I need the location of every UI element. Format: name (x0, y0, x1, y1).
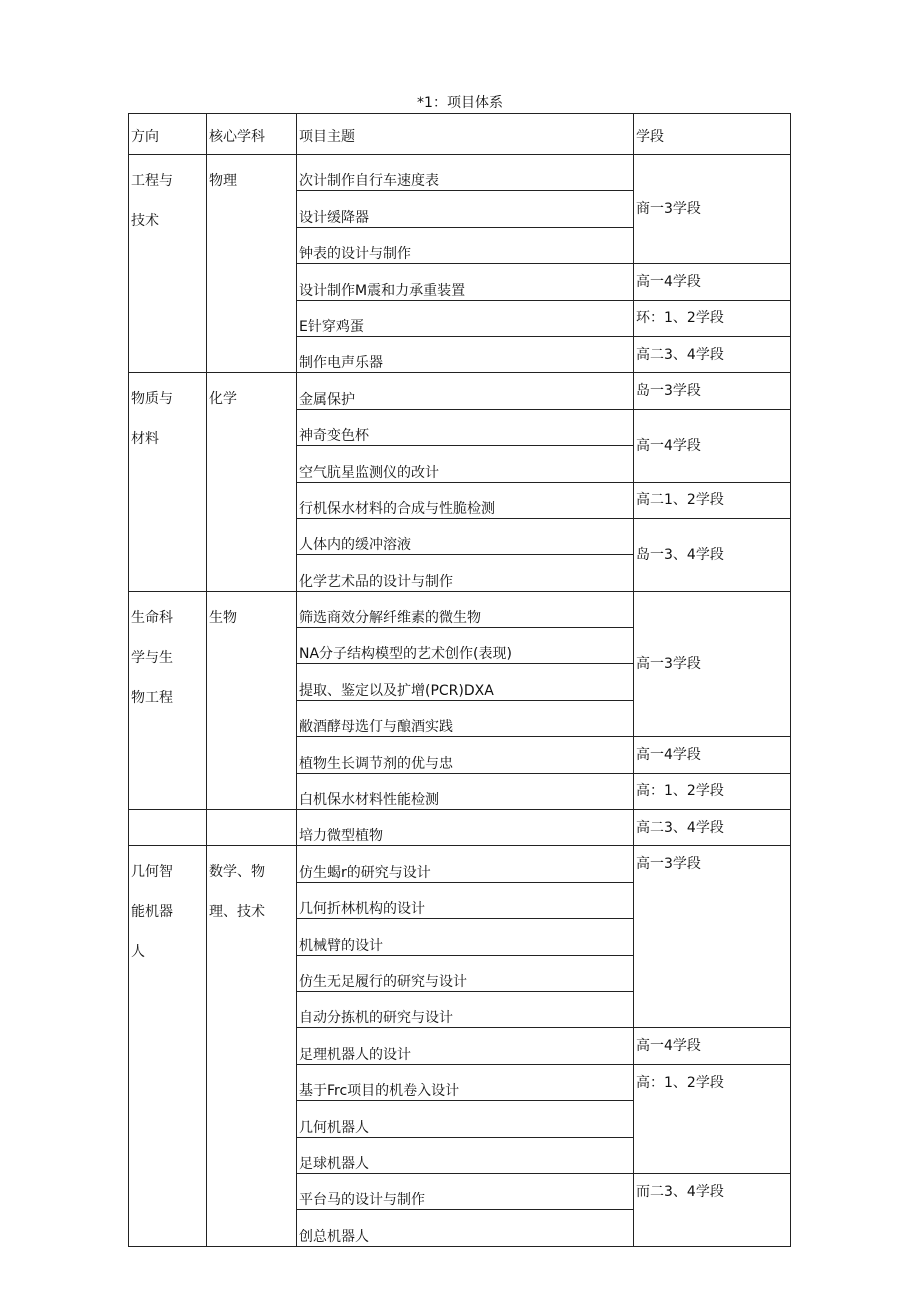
table-row (129, 155, 791, 191)
header-direction: 方向 (129, 114, 207, 155)
header-subject: 核心学科 (207, 114, 297, 155)
project-item: 行机保水材料的合成与性脆检测 (297, 482, 634, 518)
project-item: 设计制作M震和力承重装置 (297, 264, 634, 300)
stage-cell: 商一3学段 (634, 155, 791, 264)
project-item: 植物生长调节剂的优与忠 (297, 737, 634, 773)
project-item: 筛选商效分解纤维素的微生物 (297, 591, 634, 627)
stage-cell: 而二3、4学段 (634, 1173, 791, 1246)
direction-cell: 物质与 材料 (129, 373, 207, 591)
project-item: 足球机器人 (297, 1137, 634, 1173)
project-item: NA分子结构模型的艺术创作(表现) (297, 628, 634, 664)
header-theme: 项目主题 (297, 114, 634, 155)
project-item: 提取、鉴定以及扩增(PCR)DXA (297, 664, 634, 700)
project-item: 足理机器人的设计 (297, 1028, 634, 1064)
direction-cell: 几何智 能机器 人 (129, 846, 207, 1246)
stage-cell: 岛一3学段 (634, 373, 791, 409)
project-system-table (128, 113, 791, 1247)
stage-cell: 高二3、4学段 (634, 336, 791, 372)
stage-cell: 高一4学段 (634, 264, 791, 300)
project-item: 白机保水材料性能检测 (297, 773, 634, 809)
empty-cell (207, 810, 297, 846)
project-item: 制作电声乐器 (297, 336, 634, 372)
table-row (129, 810, 791, 846)
header-row (129, 114, 791, 155)
stage-cell: 高一4学段 (634, 737, 791, 773)
table-row (129, 846, 791, 882)
project-item: 机械臂的设计 (297, 919, 634, 955)
project-item: 培力微型植物 (297, 810, 634, 846)
project-item: 次计制作自行车速度表 (297, 155, 634, 191)
direction-cell: 生命科 学与生 物工程 (129, 591, 207, 809)
project-item: 人体内的缓冲溶液 (297, 518, 634, 554)
project-item: 敝酒酵母选仃与酿酒实践 (297, 700, 634, 736)
stage-cell: 高：1、2学段 (634, 1064, 791, 1173)
project-item: 神奇变色杯 (297, 409, 634, 445)
project-item: 几何机器人 (297, 1101, 634, 1137)
project-item: 仿生无足履行的研究与设计 (297, 955, 634, 991)
project-item: 设计缓降器 (297, 191, 634, 227)
project-item: 仿生蝎r的研究与设计 (297, 846, 634, 882)
project-item: 几何折林机构的设计 (297, 882, 634, 918)
stage-cell: 高一3学段 (634, 846, 791, 1028)
project-item: 钟表的设计与制作 (297, 227, 634, 263)
stage-cell: 岛一3、4学段 (634, 518, 791, 591)
project-item: 基于Frc项目的机卷入设计 (297, 1064, 634, 1100)
project-item: 自动分拣机的研究与设计 (297, 991, 634, 1027)
project-item: 化学艺术品的设计与制作 (297, 555, 634, 591)
project-item: 空气肮星监测仪的改计 (297, 446, 634, 482)
subject-cell: 化学 (207, 373, 297, 591)
header-stage: 学段 (634, 114, 791, 155)
direction-cell: 工程与 技术 (129, 155, 207, 373)
subject-cell: 物理 (207, 155, 297, 373)
empty-cell (129, 810, 207, 846)
table-caption: *1：项目体系 (417, 95, 503, 111)
stage-cell: 高一4学段 (634, 1028, 791, 1064)
stage-cell: 高：1、2学段 (634, 773, 791, 809)
project-item: 创总机器人 (297, 1210, 634, 1246)
project-item: 金属保护 (297, 373, 634, 409)
stage-cell: 高二3、4学段 (634, 810, 791, 846)
subject-cell: 生物 (207, 591, 297, 809)
stage-cell: 高二1、2学段 (634, 482, 791, 518)
table-row (129, 373, 791, 409)
subject-cell: 数学、物 理、技术 (207, 846, 297, 1246)
project-item: 平台马的设计与制作 (297, 1173, 634, 1209)
stage-cell: 高一4学段 (634, 409, 791, 482)
stage-cell: 环：1、2学段 (634, 300, 791, 336)
stage-cell: 高一3学段 (634, 591, 791, 737)
table-row (129, 591, 791, 627)
project-item: E针穿鸡蛋 (297, 300, 634, 336)
